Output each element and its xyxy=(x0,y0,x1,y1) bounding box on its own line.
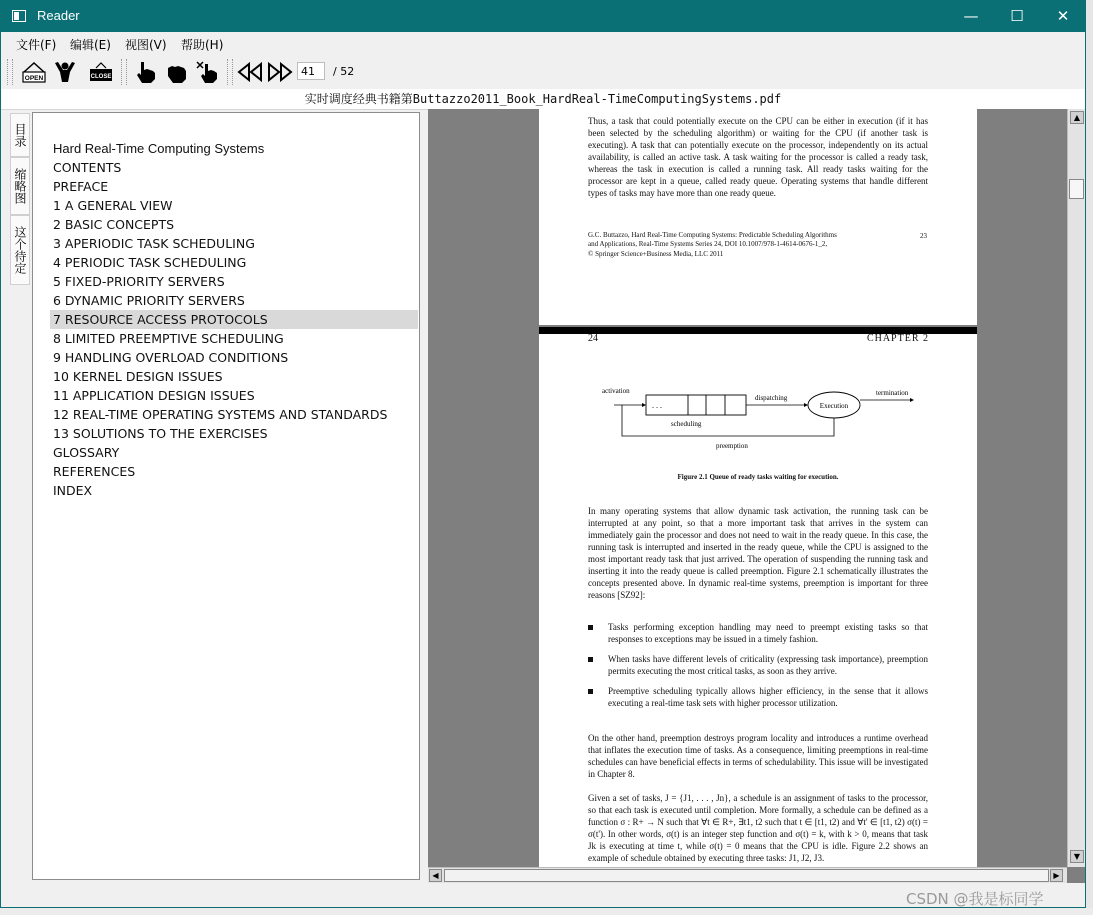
diagram-scheduling-label: scheduling xyxy=(671,420,702,428)
page23-number: 23 xyxy=(920,232,927,240)
open-file-icon[interactable] xyxy=(21,60,47,84)
toc-item-preface[interactable]: PREFACE xyxy=(53,179,109,194)
menu-file[interactable]: 文件(F) xyxy=(16,38,57,52)
background-window-edge xyxy=(1086,0,1093,908)
diagram-execution-label: Execution xyxy=(819,402,849,410)
page24-paragraph-2: On the other hand, preemption destroys program locality and introduces a runtime overhead that inflates the execution time of tasks. As a consequence, limiting preemptions in real-time schedules can have beneficial effects in terms of schedulability. This issue will be investigated in Chapter 8. xyxy=(588,733,928,779)
window-title: Reader xyxy=(37,8,80,23)
menu-view[interactable]: 视图(V) xyxy=(125,38,167,52)
toc-item-ch2[interactable]: 2 BASIC CONCEPTS xyxy=(53,217,175,232)
hand-select-icon[interactable] xyxy=(195,60,221,84)
toc-panel xyxy=(32,112,420,880)
horizontal-scroll-thumb[interactable] xyxy=(444,869,1049,882)
menu-bar xyxy=(1,32,1085,54)
background-taskbar-strip xyxy=(0,908,1093,915)
diagram-preemption-label: preemption xyxy=(716,442,748,450)
pdf-page-24 xyxy=(539,334,977,867)
scroll-left-arrow-icon[interactable]: ◀ xyxy=(429,869,442,882)
watermark: CSDN @我是标同学 xyxy=(906,890,1044,908)
toolbar xyxy=(1,55,1085,90)
toc-item-book-title[interactable]: Hard Real-Time Computing Systems xyxy=(53,141,265,156)
previous-page-icon[interactable] xyxy=(237,60,263,84)
page24-number: 24 xyxy=(588,334,598,344)
diagram-dispatching-label: dispatching xyxy=(755,394,788,402)
horizontal-scrollbar[interactable] xyxy=(428,867,1067,883)
document-filename: 实时调度经典书籍第Buttazzo2011_Book_HardReal-TimeComputingSystems.pdf xyxy=(1,89,1085,110)
maximize-button[interactable]: ☐ xyxy=(1010,7,1024,25)
scroll-up-arrow-icon[interactable]: ▲ xyxy=(1070,111,1084,124)
page23-footnote-2: and Applications, Real-Time Systems Series 24, DOI 10.1007/978-1-4614-0676-1_2, xyxy=(588,240,828,248)
title-bar[interactable] xyxy=(1,1,1085,32)
menu-edit[interactable]: 编辑(E) xyxy=(70,38,111,52)
next-page-icon[interactable] xyxy=(267,60,293,84)
page24-paragraph-1: In many operating systems that allow dynamic task activation, the running task can be interrupted at any point, so that a more important task that arrives in the system can immediately gain the processor and does not need to wait in the ready queue. In this case, the running task is interrupted and inserted in the ready queue, while the CPU is assigned to the most important ready task that just arrived. The operation of suspending the running task and inserting it into the ready queue is called preemption. Figure 2.1 schematically illustrates the concepts presented above. In dynamic real-time systems, preemption is important for three reasons [SZ92]: xyxy=(588,506,928,600)
toc-item-ch6[interactable]: 6 DYNAMIC PRIORITY SERVERS xyxy=(53,293,245,308)
pdf-page-23 xyxy=(539,109,977,325)
close-file-icon[interactable] xyxy=(88,60,114,84)
scroll-right-arrow-icon[interactable]: ▶ xyxy=(1050,869,1063,882)
vertical-scrollbar[interactable] xyxy=(1067,109,1086,867)
toc-item-ch5[interactable]: 5 FIXED-PRIORITY SERVERS xyxy=(53,274,225,289)
toc-item-index[interactable]: INDEX xyxy=(53,483,93,498)
bullet-text-2: When tasks have different levels of criticality (expressing task importance), preemption permits executing the most critical tasks, as soon as they arrive. xyxy=(608,654,928,676)
svg-text:OPEN: OPEN xyxy=(24,75,44,82)
toc-item-ch4[interactable]: 4 PERIODIC TASK SCHEDULING xyxy=(53,255,247,270)
diagram-queue-dots: . . . xyxy=(652,401,662,410)
diagram-activation-label: activation xyxy=(602,387,630,395)
tab-thumbnails[interactable]: 缩略图 xyxy=(10,157,30,215)
tab-pending[interactable]: 这个待定 xyxy=(10,215,30,285)
toc-item-ch3[interactable]: 3 APERIODIC TASK SCHEDULING xyxy=(53,236,255,251)
app-icon xyxy=(12,10,26,22)
toc-item-ch1[interactable]: 1 A GENERAL VIEW xyxy=(53,198,173,213)
bullet-text-1: Tasks performing exception handling may need to preempt existing tasks so that responses to exceptions may be issued in a timely fashion. xyxy=(608,622,928,644)
document-viewer[interactable] xyxy=(428,109,1086,883)
tab-toc[interactable]: 目录 xyxy=(10,113,30,157)
bullet-square xyxy=(588,657,593,662)
toolbar-separator xyxy=(121,59,127,85)
page23-footnote-3: © Springer Science+Business Media, LLC 2011 xyxy=(588,250,724,258)
bullet-text-3: Preemptive scheduling typically allows higher efficiency, in the sense that it allows executing a real-time task sets with higher processor utilization. xyxy=(608,686,928,708)
toolbar-grip[interactable] xyxy=(7,59,13,85)
page-total: / 52 xyxy=(333,65,355,78)
hands-raised-icon[interactable] xyxy=(52,60,78,84)
page24-chapter: CHAPTER 2 xyxy=(866,334,929,344)
page23-paragraph: Thus, a task that could potentially execute on the CPU can be either in execution (if it has been selected by the scheduling algorithm) or waiting for the CPU (if another task is executing). A task that can potentially execute on the processor, independently on its actual availability, is called an active task. A task waiting for the processor is called a ready task, whereas the task in execution is called a running task. All ready tasks waiting for the processor are kept in a queue, called ready queue. Operating systems that handle different types of tasks may have more than one ready queue. xyxy=(588,116,928,198)
page-number-input[interactable]: 41 xyxy=(297,62,325,80)
bullet-square xyxy=(588,689,593,694)
toc-item-ch10[interactable]: 10 KERNEL DESIGN ISSUES xyxy=(53,369,223,384)
figure-caption: Figure 2.1 Queue of ready tasks waiting for execution. xyxy=(677,473,839,481)
page23-footnote-1: G.C. Buttazzo, Hard Real-Time Computing Systems: Predictable Scheduling Algorithms xyxy=(588,231,837,239)
scroll-down-arrow-icon[interactable]: ▼ xyxy=(1070,850,1084,863)
toc-item-ch7-selected[interactable]: 7 RESOURCE ACCESS PROTOCOLS xyxy=(50,310,418,329)
ready-queue-diagram xyxy=(588,382,928,462)
hand-pointer-icon[interactable] xyxy=(133,60,159,84)
toc-item-ch13[interactable]: 13 SOLUTIONS TO THE EXERCISES xyxy=(53,426,268,441)
toc-item-glossary[interactable]: GLOSSARY xyxy=(53,445,120,460)
bullet-square xyxy=(588,625,593,630)
toc-item-ch9[interactable]: 9 HANDLING OVERLOAD CONDITIONS xyxy=(53,350,289,365)
page24-paragraph-3: Given a set of tasks, J = {J1, . . . , Jn}, a schedule is an assignment of tasks to the processor, so that each task is executed until completion. More formally, a schedule can be defined as a function σ : R+ → N such that ∀t ∈ R+, ∃t1, t2 such that t ∈ [t1, t2) and ∀t' ∈ [t1, t2) σ(t) = σ(t'). In other words, σ(t) is an integer step function and σ(t) = k, with k > 0, means that task Jk is executing at time t, while σ(t) = 0 means that the CPU is idle. Figure 2.2 shows an example of schedule obtained by executing three tasks: J1, J2, J3. xyxy=(588,793,928,863)
page24-header xyxy=(588,334,929,344)
minimize-button[interactable]: — xyxy=(963,7,979,25)
hand-grab-icon[interactable] xyxy=(164,60,190,84)
close-window-button[interactable]: ✕ xyxy=(1056,7,1070,25)
toc-item-references[interactable]: REFERENCES xyxy=(53,464,136,479)
toc-item-ch11[interactable]: 11 APPLICATION DESIGN ISSUES xyxy=(53,388,255,403)
diagram-termination-label: termination xyxy=(876,389,909,397)
svg-text:CLOSE: CLOSE xyxy=(90,74,112,80)
menu-help[interactable]: 帮助(H) xyxy=(181,38,224,52)
toc-item-ch8[interactable]: 8 LIMITED PREEMPTIVE SCHEDULING xyxy=(53,331,284,346)
toolbar-separator-2 xyxy=(227,59,233,85)
toc-item-contents[interactable]: CONTENTS xyxy=(53,160,122,175)
vertical-scroll-thumb[interactable] xyxy=(1069,179,1084,199)
toc-item-ch12[interactable]: 12 REAL-TIME OPERATING SYSTEMS AND STANDARDS xyxy=(53,407,388,422)
page-separator xyxy=(539,327,977,334)
